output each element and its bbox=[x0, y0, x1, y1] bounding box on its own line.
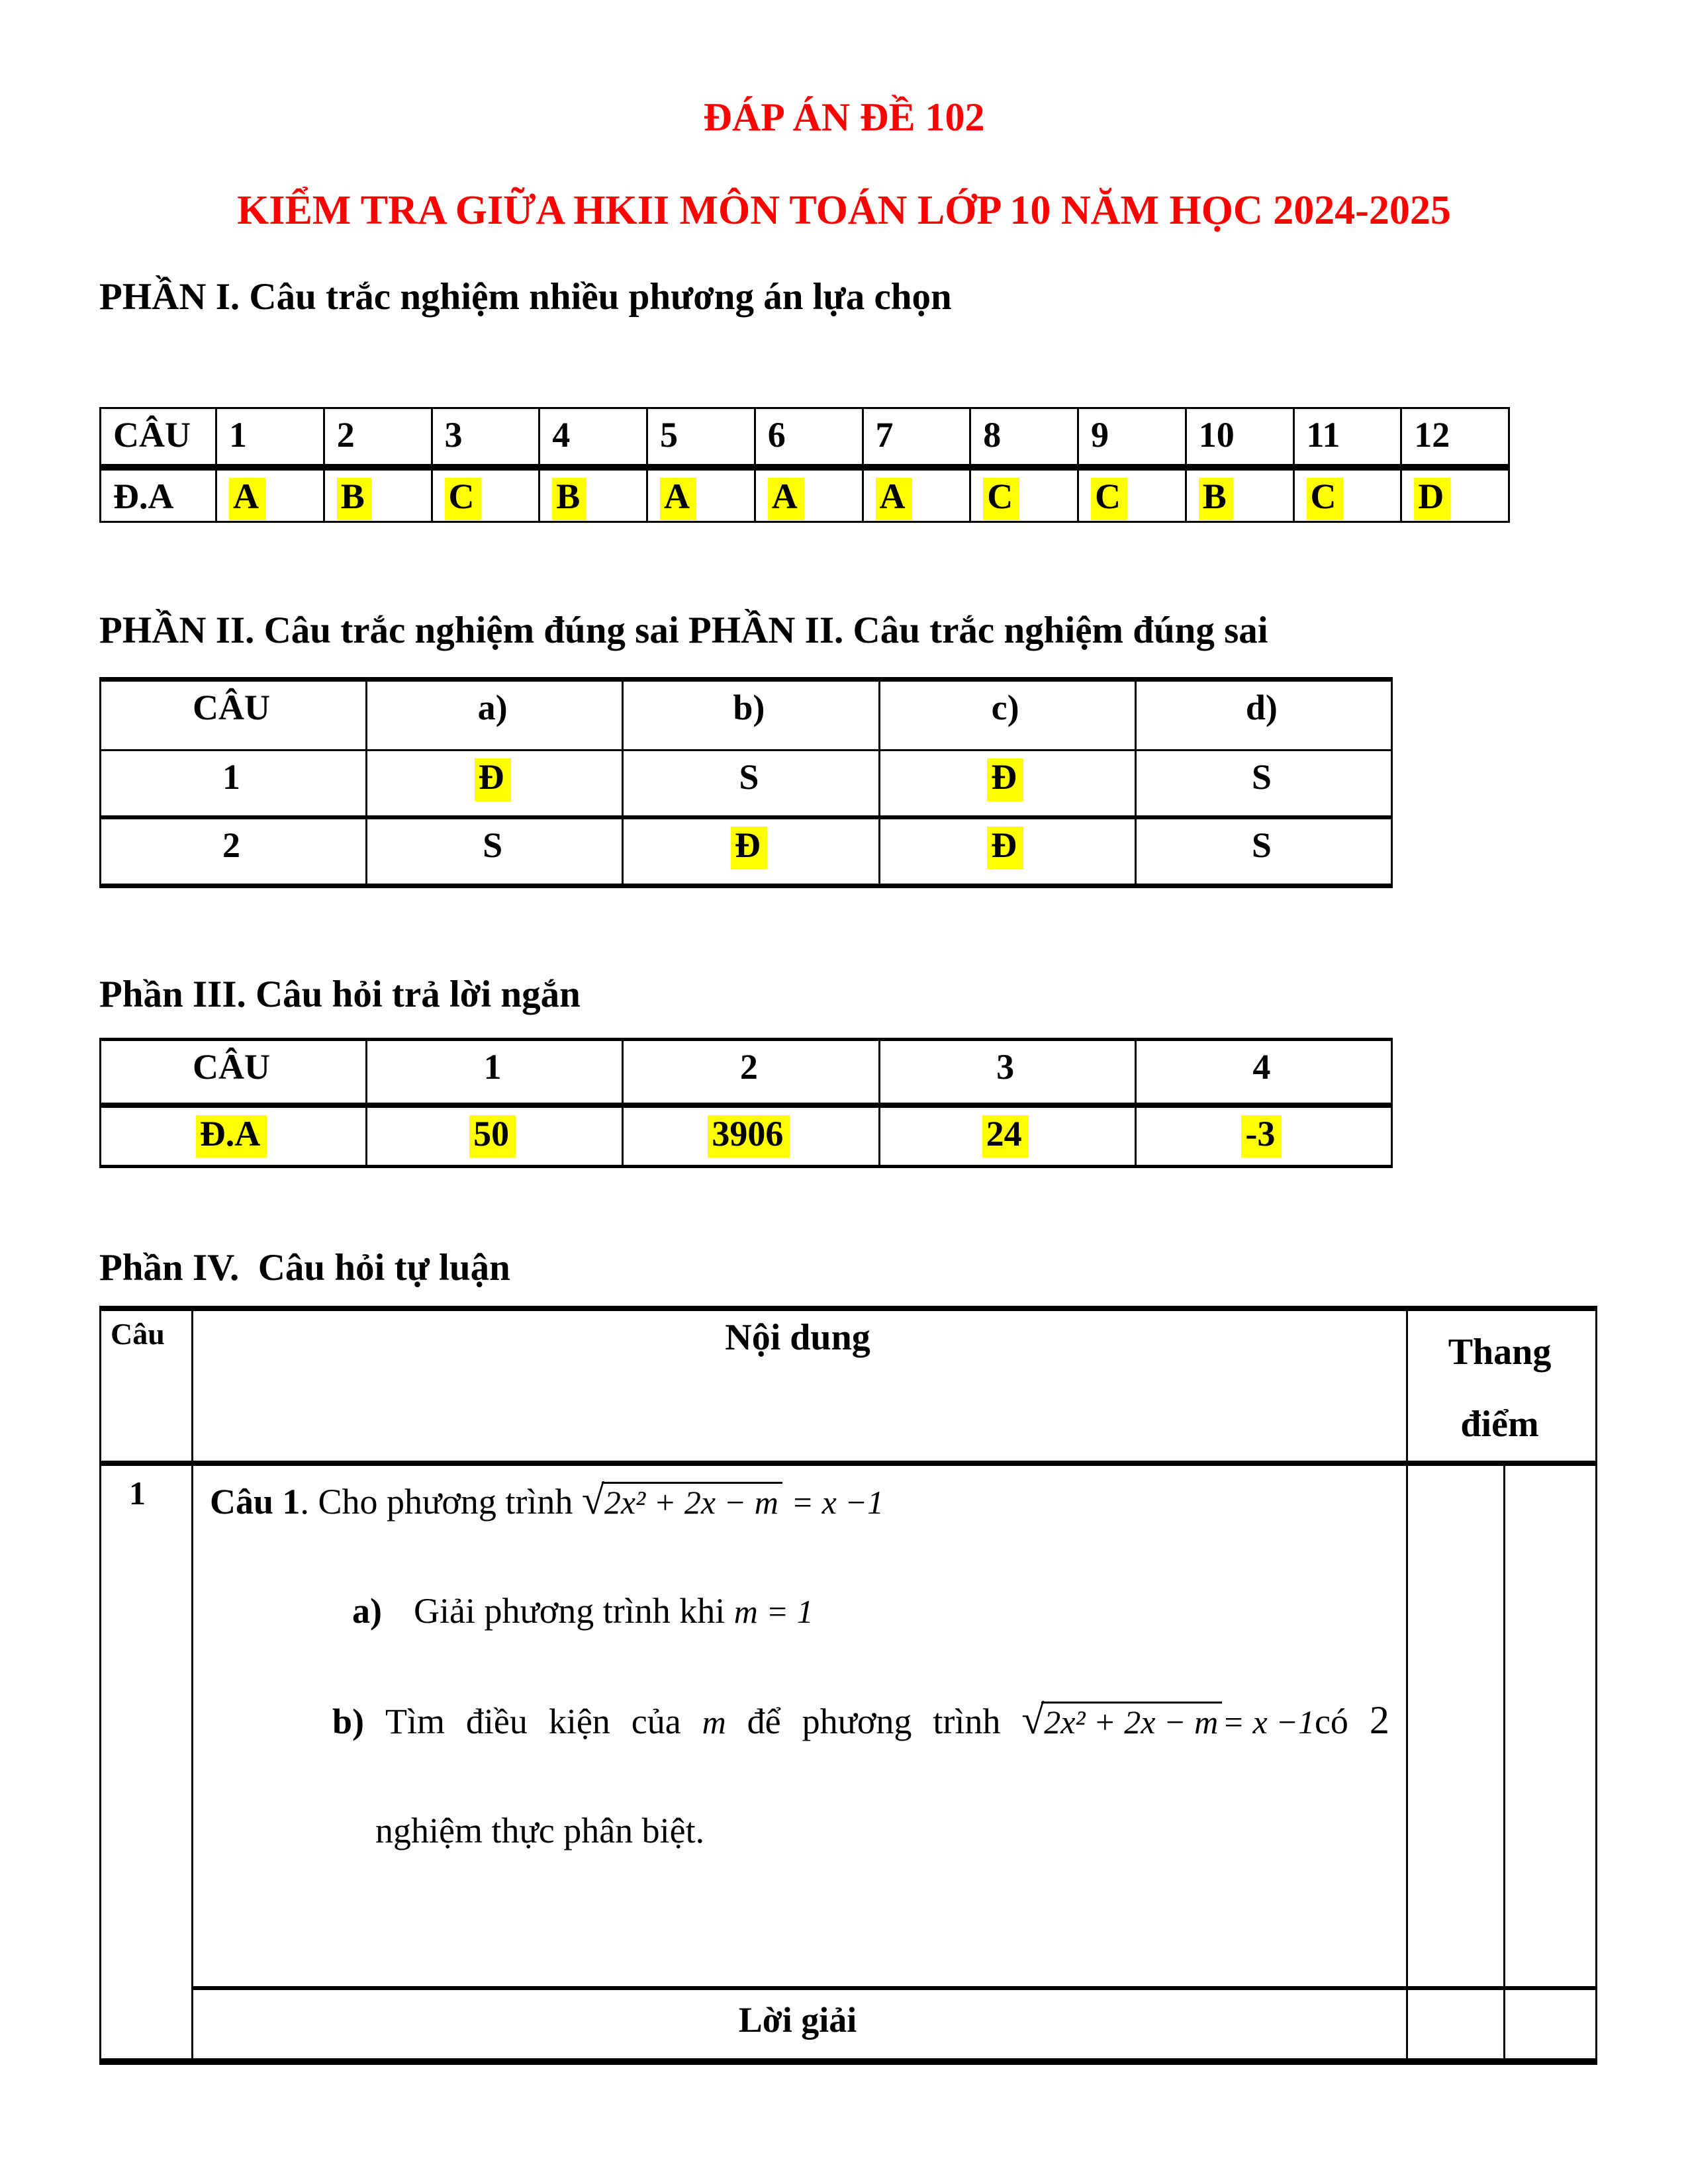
thang-diem-line1: Thang bbox=[1448, 1332, 1552, 1373]
tf-cell bbox=[623, 817, 879, 886]
radical-sign: √ bbox=[581, 1478, 604, 1524]
item-b-wrapped-line: nghiệm thực phân biệt. bbox=[375, 1811, 705, 1851]
tf-cell bbox=[879, 751, 1135, 817]
answer-cell bbox=[970, 467, 1078, 522]
question-number-cell: 4 bbox=[1135, 1040, 1391, 1105]
highlighted-answer: B bbox=[1199, 478, 1233, 521]
question-intro-text: . Cho phương trình bbox=[300, 1482, 582, 1522]
answer-text: S bbox=[1251, 757, 1272, 797]
highlighted-answer: Đ bbox=[987, 827, 1023, 870]
highlighted-answer: A bbox=[876, 478, 912, 521]
item-b-count: 2 bbox=[1369, 1698, 1389, 1743]
part4-essay-table bbox=[99, 1306, 1597, 2065]
question-number-cell: 1 bbox=[101, 1463, 193, 2062]
answer-cell bbox=[1135, 1105, 1391, 1167]
item-b-variable: m bbox=[702, 1704, 726, 1741]
highlighted-answer: C bbox=[445, 478, 481, 521]
answer-cell bbox=[367, 1105, 623, 1167]
part1-answer-table bbox=[99, 407, 1510, 523]
highlighted-answer: Đ bbox=[987, 758, 1023, 801]
question-number-cell: 3 bbox=[879, 1040, 1135, 1105]
part1-heading: PHẦN I. Câu trắc nghiệm nhiều phương án lựa chọn bbox=[99, 276, 952, 318]
equation-rhs: = x −1 bbox=[791, 1484, 884, 1522]
answer-text: S bbox=[1251, 825, 1272, 865]
tf-cell bbox=[623, 751, 879, 817]
highlighted-answer: A bbox=[660, 478, 696, 521]
item-a-math: m = 1 bbox=[733, 1593, 814, 1631]
part3-short-answer-table bbox=[99, 1038, 1393, 1168]
radicand-expression: 2x² + 2x − m bbox=[1041, 1702, 1222, 1741]
answer-cell bbox=[647, 467, 755, 522]
column-header-cell: c) bbox=[879, 680, 1135, 751]
score-subcell bbox=[1505, 1463, 1597, 1988]
question-number-cell: 9 bbox=[1078, 408, 1186, 467]
question-number-cell: 12 bbox=[1401, 408, 1509, 467]
tf-cell bbox=[367, 817, 623, 886]
question-number-cell: 10 bbox=[1186, 408, 1293, 467]
answer-cell bbox=[1293, 467, 1401, 522]
highlighted-answer: Đ bbox=[475, 758, 511, 801]
answer-row-label-cell bbox=[101, 1105, 367, 1167]
question-number-cell: 8 bbox=[970, 408, 1078, 467]
document-subtitle: KIỂM TRA GIỮA HKII MÔN TOÁN LỚP 10 NĂM HỌC 2024-2025 bbox=[237, 188, 1451, 233]
equation-rhs: = x −1 bbox=[1222, 1704, 1315, 1741]
highlighted-answer: A bbox=[768, 478, 804, 521]
item-b-label: b) bbox=[332, 1702, 365, 1742]
answer-cell bbox=[324, 467, 432, 522]
column-header-thang-diem bbox=[1407, 1308, 1597, 1463]
item-b-word: để bbox=[747, 1702, 781, 1742]
highlighted-answer: B bbox=[337, 478, 371, 521]
answer-cell bbox=[539, 467, 647, 522]
answer-row-label-cell: Đ.A bbox=[101, 467, 216, 522]
highlighted-answer: Đ.A bbox=[196, 1115, 267, 1158]
question-content-cell bbox=[193, 1463, 1407, 1988]
item-b-word: trình bbox=[933, 1702, 1001, 1742]
highlighted-answer: D bbox=[1414, 478, 1450, 521]
corner-label-cell: CÂU bbox=[101, 680, 367, 751]
tf-cell bbox=[879, 817, 1135, 886]
column-header-noi-dung: Nội dung bbox=[193, 1308, 1407, 1463]
part3-answer-row bbox=[101, 1105, 1392, 1167]
radicand-expression: 2x² + 2x − m bbox=[602, 1482, 782, 1521]
column-header-cell: a) bbox=[367, 680, 623, 751]
sqrt-formula bbox=[581, 1478, 782, 1524]
document-title: ĐÁP ÁN ĐỀ 102 bbox=[703, 95, 985, 139]
part2-row-2 bbox=[101, 817, 1392, 886]
answer-cell bbox=[1401, 467, 1509, 522]
part2-row-1 bbox=[101, 751, 1392, 817]
part4-header-row bbox=[101, 1308, 1597, 1463]
part4-question-row bbox=[101, 1463, 1597, 1988]
question-statement-line bbox=[210, 1477, 1389, 1526]
item-b-word: của bbox=[631, 1702, 681, 1742]
tf-cell bbox=[367, 751, 623, 817]
answer-text: S bbox=[739, 757, 759, 797]
part2-true-false-table bbox=[99, 677, 1393, 888]
sqrt-formula bbox=[1021, 1696, 1348, 1746]
question-number-cell: 7 bbox=[863, 408, 970, 467]
highlighted-answer: -3 bbox=[1241, 1115, 1282, 1158]
highlighted-answer: Đ bbox=[731, 827, 767, 870]
highlighted-answer: A bbox=[229, 478, 265, 521]
part2-header-row bbox=[101, 680, 1392, 751]
highlighted-answer: C bbox=[1091, 478, 1127, 521]
answer-cell bbox=[432, 467, 539, 522]
part2-heading: PHẦN II. Câu trắc nghiệm đúng sai PHẦN II. Câu trắc nghiệm đúng sai bbox=[99, 610, 1268, 651]
question-number-cell: 4 bbox=[539, 408, 647, 467]
highlighted-answer: 24 bbox=[982, 1115, 1029, 1158]
highlighted-answer: C bbox=[983, 478, 1019, 521]
item-b-word: kiện bbox=[548, 1702, 610, 1742]
question-number-cell: 6 bbox=[755, 408, 863, 467]
item-a-text: Giải phương trình khi bbox=[413, 1591, 734, 1631]
item-b-word: Tìm bbox=[385, 1702, 445, 1742]
part3-heading: Phần III. Câu hỏi trả lời ngắn bbox=[99, 974, 581, 1015]
question-number-cell: 2 bbox=[623, 1040, 879, 1105]
highlighted-answer: 50 bbox=[469, 1115, 516, 1158]
question-number-cell: 5 bbox=[647, 408, 755, 467]
highlighted-answer: C bbox=[1307, 478, 1343, 521]
question-number-cell: 2 bbox=[324, 408, 432, 467]
corner-label-cell: CÂU bbox=[101, 408, 216, 467]
highlighted-answer: 3906 bbox=[708, 1115, 790, 1158]
part3-header-row bbox=[101, 1040, 1392, 1105]
tf-cell bbox=[1135, 751, 1391, 817]
thang-diem-line2: điểm bbox=[1460, 1404, 1539, 1445]
corner-label-cell: CÂU bbox=[101, 1040, 367, 1105]
item-b-word: điều bbox=[465, 1702, 528, 1742]
answer-text: S bbox=[483, 825, 503, 865]
answer-cell bbox=[879, 1105, 1135, 1167]
item-a-label: a) bbox=[352, 1591, 382, 1631]
solution-label-cell: Lời giải bbox=[193, 1988, 1407, 2062]
item-b-tail: có bbox=[1314, 1702, 1348, 1742]
item-a-line bbox=[352, 1587, 1389, 1635]
column-header-cau: Câu bbox=[101, 1308, 193, 1463]
radical-sign: √ bbox=[1021, 1698, 1045, 1743]
part4-heading: Phần IV. Câu hỏi tự luận bbox=[99, 1247, 510, 1289]
part4-solution-row bbox=[101, 1988, 1597, 2062]
answer-cell bbox=[1186, 467, 1293, 522]
answer-cell bbox=[623, 1105, 879, 1167]
answer-cell bbox=[216, 467, 324, 522]
answer-cell bbox=[1078, 467, 1186, 522]
column-header-cell: d) bbox=[1135, 680, 1391, 751]
question-number-cell: 3 bbox=[432, 408, 539, 467]
question-label: Câu 1 bbox=[210, 1482, 301, 1522]
row-label-cell: 1 bbox=[101, 751, 367, 817]
answer-cell bbox=[755, 467, 863, 522]
row-label-cell: 2 bbox=[101, 817, 367, 886]
item-b-word: phương bbox=[802, 1702, 912, 1742]
question-number-cell: 1 bbox=[216, 408, 324, 467]
score-subcell bbox=[1407, 1463, 1505, 1988]
question-number-cell: 11 bbox=[1293, 408, 1401, 467]
score-subcell bbox=[1505, 1988, 1597, 2062]
question-number-cell: 1 bbox=[367, 1040, 623, 1105]
score-subcell bbox=[1407, 1988, 1505, 2062]
part1-answer-row bbox=[101, 467, 1509, 522]
item-b-line bbox=[332, 1696, 1389, 1746]
part1-header-row bbox=[101, 408, 1509, 467]
column-header-cell: b) bbox=[623, 680, 879, 751]
tf-cell bbox=[1135, 817, 1391, 886]
highlighted-answer: B bbox=[552, 478, 586, 521]
answer-cell bbox=[863, 467, 970, 522]
